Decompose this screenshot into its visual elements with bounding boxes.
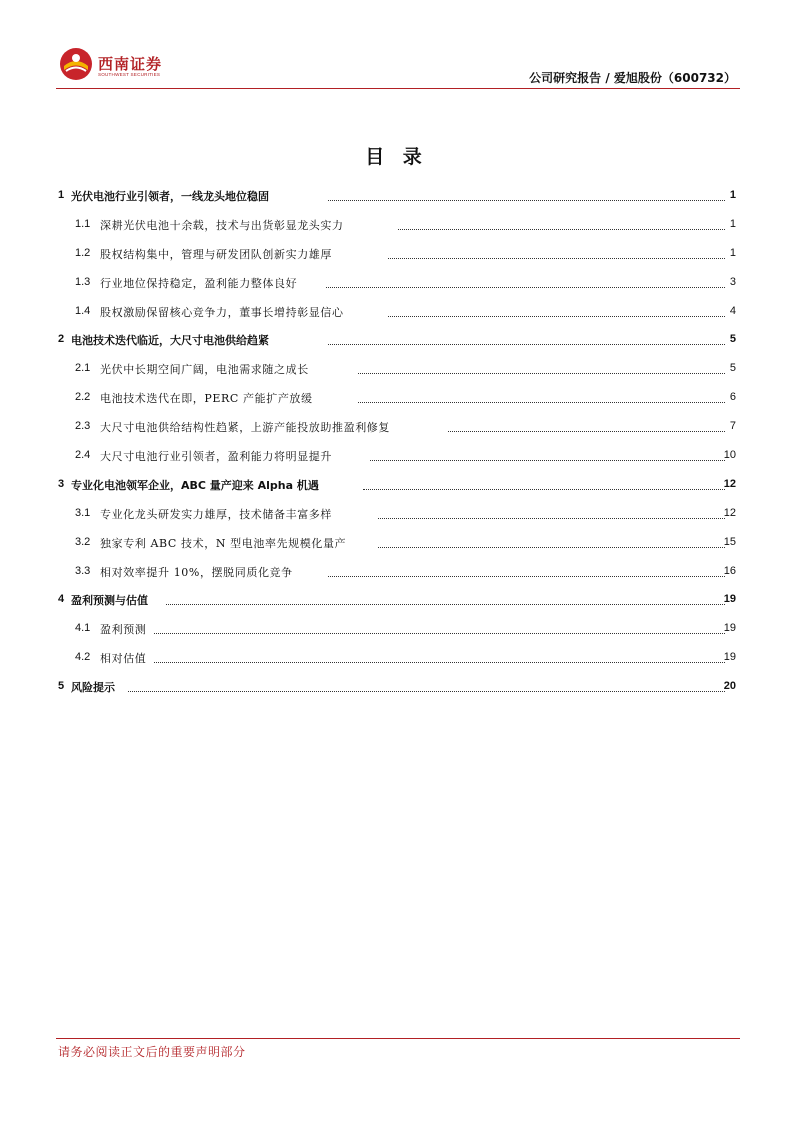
toc-leader xyxy=(358,402,725,403)
toc-entry-number: 4.2 xyxy=(75,651,91,664)
toc-entry-number: 1.4 xyxy=(75,304,91,317)
toc-entry[interactable] xyxy=(58,412,738,441)
toc-leader xyxy=(378,547,725,548)
toc-leader xyxy=(388,316,725,317)
page-header xyxy=(56,46,740,89)
toc-entry[interactable] xyxy=(58,499,738,528)
table-of-contents xyxy=(58,181,738,701)
toc-entry-number: 1.2 xyxy=(75,246,91,259)
toc-leader xyxy=(326,287,725,288)
toc-entry-page: 3 xyxy=(729,275,736,288)
toc-entry-number: 3 xyxy=(58,477,65,490)
toc-entry-title: 独家专利 ABC 技术，N 型电池率先规模化量产 xyxy=(100,536,347,550)
toc-entry-title: 风险提示 xyxy=(71,681,115,695)
toc-entry-number: 3.1 xyxy=(75,506,91,519)
toc-leader xyxy=(328,576,725,577)
brand-name-en: SOUTHWEST SECURITIES xyxy=(98,72,161,77)
toc-entry-page: 10 xyxy=(723,449,736,462)
toc-entry-number: 1 xyxy=(58,189,65,201)
toc-entry-title: 光伏电池行业引领者，一线龙头地位稳固 xyxy=(71,190,269,203)
toc-entry-page: 19 xyxy=(723,622,736,635)
toc-entry-number: 1.3 xyxy=(75,275,91,288)
toc-entry[interactable] xyxy=(58,441,738,470)
toc-entry[interactable] xyxy=(58,297,738,326)
toc-entry-page: 20 xyxy=(723,680,736,693)
brand-name: 西南证券 xyxy=(98,55,163,73)
toc-entry-page: 1 xyxy=(729,217,736,230)
toc-entry-title: 专业化龙头研发实力雄厚，技术储备丰富多样 xyxy=(100,507,332,521)
toc-entry[interactable] xyxy=(58,528,738,557)
report-info: 公司研究报告 / 爱旭股份（600732） xyxy=(529,71,736,85)
toc-leader xyxy=(448,431,725,432)
toc-entry[interactable] xyxy=(58,325,738,354)
toc-entry-title: 光伏中长期空间广阔，电池需求随之成长 xyxy=(100,363,309,377)
toc-leader xyxy=(378,518,725,519)
toc-entry-title: 相对估值 xyxy=(100,652,147,666)
toc-entry-title: 大尺寸电池供给结构性趋紧，上游产能投放助推盈利修复 xyxy=(100,421,390,435)
toc-leader xyxy=(328,200,725,201)
toc-entry[interactable] xyxy=(58,210,738,239)
toc-entry-number: 4.1 xyxy=(75,622,91,635)
toc-leader xyxy=(154,633,725,634)
toc-entry[interactable] xyxy=(58,614,738,643)
toc-entry-number: 2.3 xyxy=(75,420,91,433)
toc-entry-number: 3.3 xyxy=(75,564,91,577)
toc-entry-page: 1 xyxy=(729,189,736,201)
toc-entry[interactable] xyxy=(58,181,738,210)
toc-entry-number: 2.2 xyxy=(75,391,91,404)
toc-leader xyxy=(128,691,725,692)
company-logo xyxy=(58,46,178,86)
toc-entry[interactable] xyxy=(58,557,738,586)
toc-entry-title: 股权结构集中，管理与研发团队创新实力雄厚 xyxy=(100,247,332,261)
toc-entry-page: 15 xyxy=(723,535,736,548)
toc-entry-page: 6 xyxy=(729,391,736,404)
toc-entry[interactable] xyxy=(58,354,738,383)
toc-leader xyxy=(166,604,725,605)
toc-entry-number: 1.1 xyxy=(75,217,91,230)
toc-leader xyxy=(154,662,725,663)
toc-entry-page: 12 xyxy=(723,506,736,519)
toc-entry[interactable] xyxy=(58,585,738,614)
toc-entry[interactable] xyxy=(58,383,738,412)
toc-entry-number: 2.4 xyxy=(75,449,91,462)
toc-entry[interactable] xyxy=(58,470,738,499)
toc-entry-page: 4 xyxy=(729,304,736,317)
toc-entry-page: 12 xyxy=(723,477,736,490)
toc-entry-title: 股权激励保留核心竞争力，董事长增持彰显信心 xyxy=(100,305,344,319)
toc-entry-title: 相对效率提升 10%，摆脱同质化竞争 xyxy=(100,565,293,579)
footer-notice: 请务必阅读正文后的重要声明部分 xyxy=(58,1045,246,1059)
toc-entry-number: 2 xyxy=(58,333,65,346)
toc-entry-number: 3.2 xyxy=(75,535,91,548)
toc-entry[interactable] xyxy=(58,643,738,672)
logo-emblem-icon xyxy=(58,46,94,82)
footer-divider xyxy=(56,1038,740,1039)
toc-entry-number: 2.1 xyxy=(75,362,91,375)
toc-leader xyxy=(363,489,725,490)
toc-entry-page: 1 xyxy=(729,246,736,259)
toc-entry-page: 5 xyxy=(729,362,736,375)
toc-entry-page: 5 xyxy=(729,333,736,346)
toc-entry-title: 电池技术迭代在即，PERC 产能扩产放缓 xyxy=(100,392,313,406)
header-divider xyxy=(56,88,740,89)
toc-entry[interactable] xyxy=(58,672,738,701)
toc-entry-page: 7 xyxy=(729,420,736,433)
toc-entry-title: 盈利预测与估值 xyxy=(71,594,148,608)
toc-leader xyxy=(370,460,725,461)
toc-leader xyxy=(398,229,725,230)
toc-entry[interactable] xyxy=(58,239,738,268)
toc-entry-title: 深耕光伏电池十余载，技术与出货彰显龙头实力 xyxy=(100,218,344,232)
toc-entry-title: 行业地位保持稳定，盈利能力整体良好 xyxy=(100,276,298,290)
toc-leader xyxy=(358,373,725,374)
toc-title: 目 录 xyxy=(365,146,428,168)
toc-leader xyxy=(388,258,725,259)
toc-entry-page: 16 xyxy=(723,564,736,577)
toc-entry-title: 盈利预测 xyxy=(100,623,147,637)
toc-entry-title: 大尺寸电池行业引领者，盈利能力将明显提升 xyxy=(100,450,332,464)
toc-entry-page: 19 xyxy=(723,651,736,664)
toc-leader xyxy=(328,344,725,345)
toc-entry-title: 电池技术迭代临近，大尺寸电池供给趋紧 xyxy=(71,334,269,348)
toc-entry-title: 专业化电池领军企业，ABC 量产迎来 Alpha 机遇 xyxy=(71,478,319,492)
toc-entry-number: 4 xyxy=(58,593,65,606)
toc-entry-page: 19 xyxy=(723,593,736,606)
toc-entry[interactable] xyxy=(58,268,738,297)
toc-entry-number: 5 xyxy=(58,680,65,693)
